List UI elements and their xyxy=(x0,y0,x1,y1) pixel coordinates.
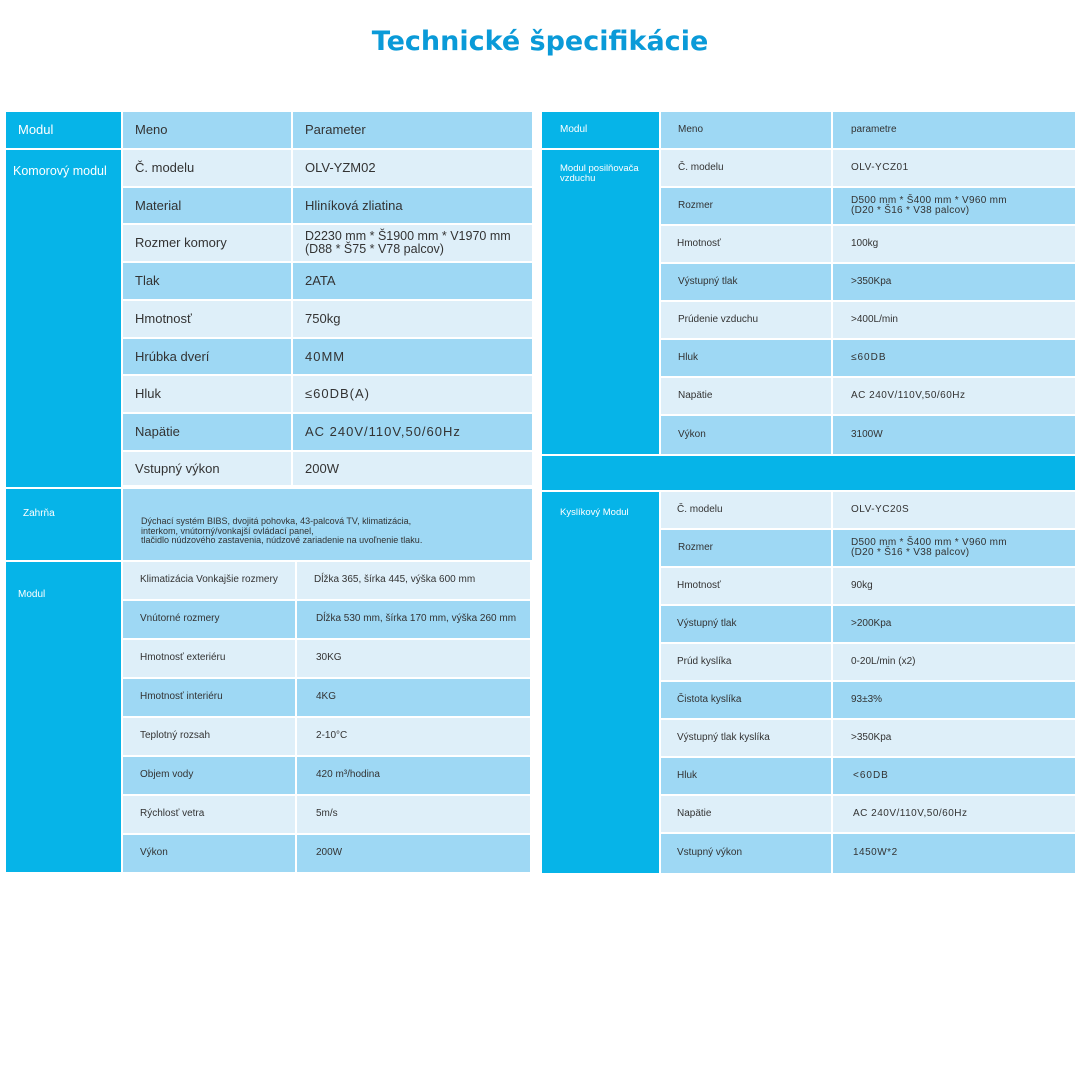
table-row xyxy=(661,492,1075,530)
table-row xyxy=(661,340,1075,378)
section-includes xyxy=(6,489,121,560)
row-value: Hliníková zliatina xyxy=(293,188,532,223)
row-label: Č. modelu xyxy=(661,150,833,186)
table-row xyxy=(661,378,1075,416)
table-row xyxy=(123,718,530,757)
row-value: 5m/s xyxy=(297,796,530,833)
right-spec-table xyxy=(542,112,1075,150)
row-label: Hluk xyxy=(123,376,293,412)
row-label: Hluk xyxy=(661,340,833,376)
table-row xyxy=(661,530,1075,568)
row-label: Hmotnosť xyxy=(123,301,293,337)
table-row xyxy=(661,150,1075,188)
table-row xyxy=(661,644,1075,682)
row-label: Tlak xyxy=(123,263,293,299)
table-row xyxy=(123,562,530,601)
section-label: Modul xyxy=(18,589,46,600)
row-value: >400L/min xyxy=(833,302,1075,338)
table-row xyxy=(661,720,1075,758)
section-label: Komorový modul xyxy=(13,164,107,178)
section-ac-module xyxy=(6,562,121,872)
row-label: Material xyxy=(123,188,293,223)
row-label: Vstupný výkon xyxy=(123,452,293,485)
row-value: AC 240V/110V,50/60Hz xyxy=(293,414,532,450)
row-value: Dĺžka 365, šírka 445, výška 600 mm xyxy=(297,562,530,599)
header-name: Meno xyxy=(123,112,293,148)
row-value: AC 240V/110V,50/60Hz xyxy=(833,378,1075,414)
section-air-booster-module xyxy=(542,150,659,454)
row-value: D500 mm * Š400 mm * V960 mm (D20 * Š16 * V38 palcov) xyxy=(833,530,1075,566)
table-row xyxy=(661,226,1075,264)
section-label: Zahrňa xyxy=(23,508,55,519)
row-value: 750kg xyxy=(293,301,532,337)
row-label: Napätie xyxy=(123,414,293,450)
row-value: 4KG xyxy=(297,679,530,716)
table-row xyxy=(123,679,530,718)
row-value: 420 m³/hodina xyxy=(297,757,530,794)
row-value: AC 240V/110V,50/60Hz xyxy=(833,796,1075,832)
row-label: Výstupný tlak xyxy=(661,606,833,642)
row-label: Výstupný tlak xyxy=(661,264,833,300)
table-row xyxy=(123,225,532,263)
row-label: Teplotný rozsah xyxy=(123,718,297,755)
table-row xyxy=(661,302,1075,340)
section-divider xyxy=(542,456,1075,490)
row-value: <60DB xyxy=(833,758,1075,794)
left-spec-table xyxy=(6,112,532,150)
table-row xyxy=(123,376,532,414)
includes-text: Dýchací systém BIBS, dvojitá pohovka, 43-palcová TV, klimatizácia, interkom, vnútorný/vonkajší ovládací panel, tlačidlo núdzového zastavenia, núdzové zariadenie na uvoľnenie tlaku. xyxy=(141,516,423,546)
table-row xyxy=(123,835,530,872)
row-value: 1450W*2 xyxy=(833,834,1075,873)
row-label: Hmotnosť interiéru xyxy=(123,679,297,716)
row-label: Rozmer komory xyxy=(123,225,293,261)
table-row xyxy=(661,682,1075,720)
row-value: 40MM xyxy=(293,339,532,374)
row-label: Vnútorné rozmery xyxy=(123,601,297,638)
table-row xyxy=(661,568,1075,606)
header-parameter: parametre xyxy=(833,112,1075,148)
row-label: Výkon xyxy=(661,416,833,454)
row-value: D2230 mm * Š1900 mm * V1970 mm (D88 * Š75 * V78 palcov) xyxy=(293,225,532,261)
row-value: >200Kpa xyxy=(833,606,1075,642)
table-row xyxy=(123,150,532,188)
header-module: Modul xyxy=(6,112,123,148)
row-value: 2-10°C xyxy=(297,718,530,755)
row-value: Dĺžka 530 mm, šírka 170 mm, výška 260 mm xyxy=(297,601,530,638)
table-row xyxy=(123,188,532,225)
page-title: Technické špecifikácie xyxy=(371,26,709,57)
row-value: 3100W xyxy=(833,416,1075,454)
table-row xyxy=(123,339,532,376)
row-label: Prúdenie vzduchu xyxy=(661,302,833,338)
table-row xyxy=(123,757,530,796)
row-value: 200W xyxy=(297,835,530,872)
row-label: Rýchlosť vetra xyxy=(123,796,297,833)
section-label: Modul posilňovača vzduchu xyxy=(560,163,639,185)
table-row xyxy=(123,796,530,835)
includes-text-cell xyxy=(123,489,532,560)
row-label: Výstupný tlak kyslíka xyxy=(661,720,833,756)
booster-rows xyxy=(661,150,1075,454)
section-chamber-module xyxy=(6,150,121,487)
table-row xyxy=(661,416,1075,454)
row-label: Napätie xyxy=(661,378,833,414)
table-row xyxy=(123,601,530,640)
row-value: >350Kpa xyxy=(833,720,1075,756)
table-row xyxy=(661,834,1075,873)
row-value: OLV-YZM02 xyxy=(293,150,532,186)
table-row xyxy=(661,796,1075,834)
section-label: Kyslíkový Modul xyxy=(560,507,629,518)
row-label: Čistota kyslíka xyxy=(661,682,833,718)
chamber-rows xyxy=(123,150,532,487)
table-row xyxy=(123,263,532,301)
row-label: Napätie xyxy=(661,796,833,832)
row-value: 30KG xyxy=(297,640,530,677)
row-value: 2ATA xyxy=(293,263,532,299)
header-parameter: Parameter xyxy=(293,112,532,148)
row-label: Klimatizácia Vonkajšie rozmery xyxy=(123,562,297,599)
oxygen-rows xyxy=(661,492,1075,873)
row-label: Rozmer xyxy=(661,188,833,224)
row-label: Hluk xyxy=(661,758,833,794)
table-row xyxy=(661,188,1075,226)
section-oxygen-module xyxy=(542,492,659,873)
row-value: 0-20L/min (x2) xyxy=(833,644,1075,680)
row-value: 90kg xyxy=(833,568,1075,604)
row-value: 93±3% xyxy=(833,682,1075,718)
table-row xyxy=(123,301,532,339)
row-value: ≤60DB(A) xyxy=(293,376,532,412)
row-value: >350Kpa xyxy=(833,264,1075,300)
row-label: Objem vody xyxy=(123,757,297,794)
table-row xyxy=(661,758,1075,796)
row-value: 200W xyxy=(293,452,532,485)
row-value: OLV-YCZ01 xyxy=(833,150,1075,186)
table-row xyxy=(123,414,532,452)
row-label: Hmotnosť xyxy=(661,226,833,262)
table-row xyxy=(123,640,530,679)
row-label: Hmotnosť xyxy=(661,568,833,604)
row-value: ≤60DB xyxy=(833,340,1075,376)
row-label: Rozmer xyxy=(661,530,833,566)
row-value: 100kg xyxy=(833,226,1075,262)
row-label: Hrúbka dverí xyxy=(123,339,293,374)
table-header-row xyxy=(6,112,532,150)
table-header-row xyxy=(542,112,1075,150)
row-value: OLV-YC20S xyxy=(833,492,1075,528)
header-name: Meno xyxy=(661,112,833,148)
header-module: Modul xyxy=(542,112,661,148)
row-label: Vstupný výkon xyxy=(661,834,833,873)
row-value: D500 mm * Š400 mm * V960 mm (D20 * Š16 * V38 palcov) xyxy=(833,188,1075,224)
row-label: Prúd kyslíka xyxy=(661,644,833,680)
table-row xyxy=(661,264,1075,302)
table-row xyxy=(661,606,1075,644)
ac-rows xyxy=(123,562,530,872)
row-label: Č. modelu xyxy=(123,150,293,186)
row-label: Hmotnosť exteriéru xyxy=(123,640,297,677)
row-label: Výkon xyxy=(123,835,297,872)
row-label: Č. modelu xyxy=(661,492,833,528)
table-row xyxy=(123,452,532,487)
